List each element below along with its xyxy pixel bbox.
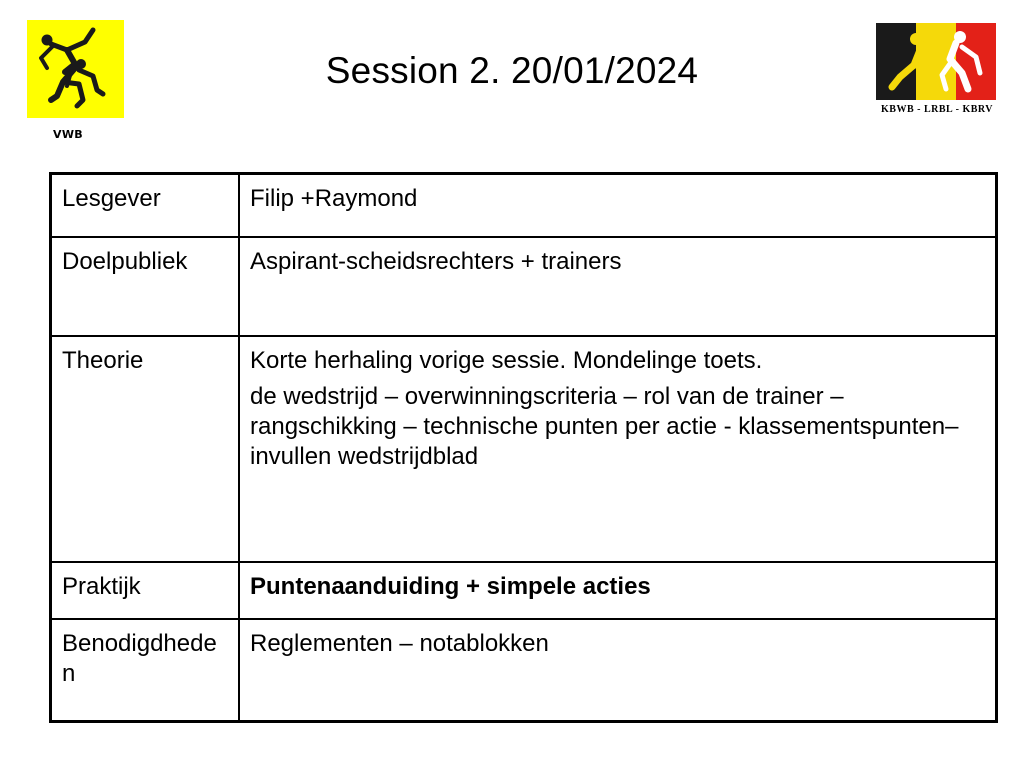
row-value	[239, 619, 996, 722]
row-value-text: Korte herhaling vorige sessie. Mondelinge toets.	[250, 347, 763, 374]
row-value-text: Aspirant-scheidsrechters + trainers	[250, 248, 622, 275]
row-label: Praktijk	[51, 562, 239, 619]
row-value-text: de wedstrijd – overwinningscriteria – rol van de trainer – rangschikking – technische punten per actie - klassementspunten– invullen wedstrijdblad	[250, 383, 959, 470]
slide-title: Session 2. 20/01/2024	[325, 50, 699, 91]
session-table	[50, 173, 997, 723]
row-value	[239, 336, 996, 562]
row-label: Lesgever	[51, 174, 239, 237]
row-value-text: Filip +Raymond	[250, 185, 418, 212]
row-label: Benodigdheden	[51, 619, 239, 722]
table-row	[51, 336, 996, 562]
row-value	[239, 237, 996, 336]
row-value	[239, 174, 996, 237]
table-row	[51, 237, 996, 336]
table-row	[51, 619, 996, 722]
row-value	[239, 562, 996, 619]
row-value-text: Puntenaanduiding + simpele acties	[250, 573, 651, 600]
row-value-text: Reglementen – notablokken	[250, 630, 549, 657]
vwb-caption: VWB	[53, 128, 83, 141]
table-row	[51, 562, 996, 619]
table-row	[51, 174, 996, 237]
kbwb-caption: KBWB - LRBL - KBRV	[881, 104, 993, 115]
row-label: Doelpubliek	[51, 237, 239, 336]
row-label: Theorie	[51, 336, 239, 562]
